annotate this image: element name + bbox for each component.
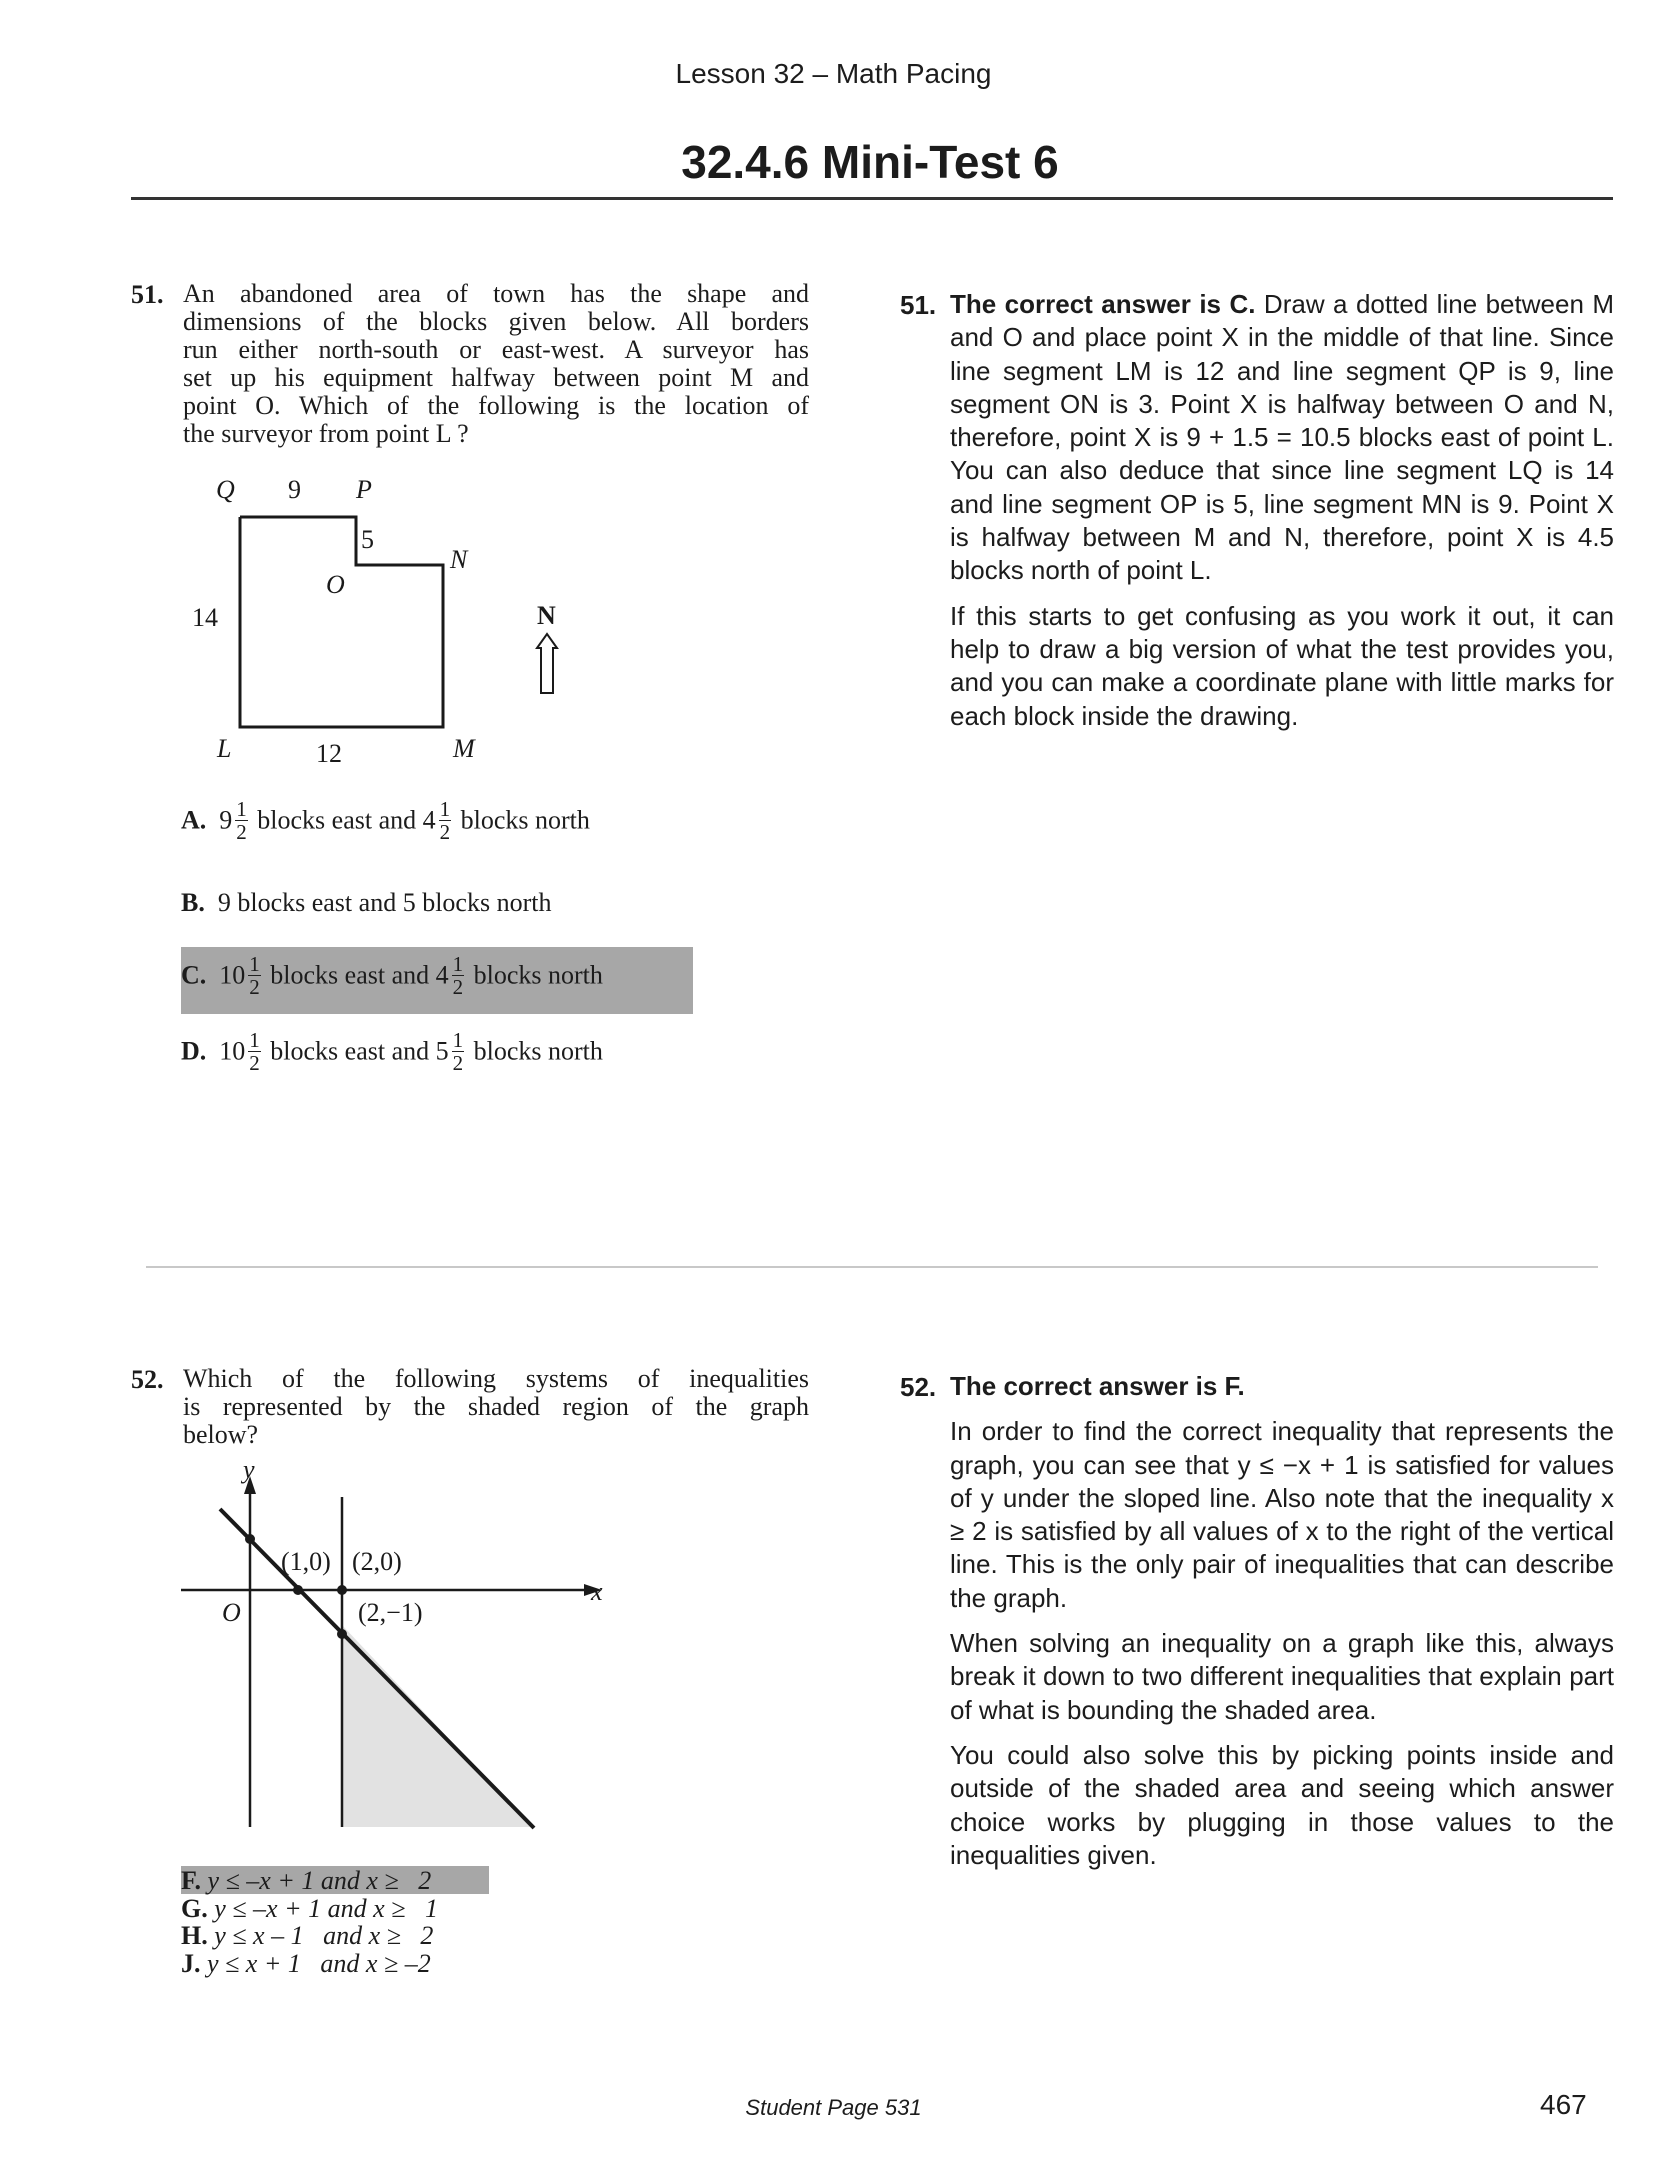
choice-text: 9 blocks east and 5 blocks north	[217, 888, 552, 917]
point-label: (1,0)	[281, 1547, 331, 1576]
fraction	[452, 953, 465, 998]
question-52-line: Which of the following systems of inequalities	[183, 1364, 809, 1393]
answer-52-lead-text: The correct answer is F.	[950, 1371, 1245, 1401]
point-label: (2,0)	[352, 1547, 402, 1576]
question-51-line: point O. Which of the following is the location of	[183, 391, 809, 420]
choice-whole: 10	[219, 960, 246, 990]
north-arrow-icon	[537, 634, 557, 693]
question-52-text	[183, 1365, 809, 1449]
question-51-line: An abandoned area of town has the shape and	[183, 279, 809, 308]
denominator: 2	[452, 1051, 464, 1075]
fraction	[248, 953, 261, 998]
student-page-label: Student Page 531	[745, 2095, 922, 2120]
fraction	[439, 798, 452, 843]
choice-c[interactable]	[181, 952, 603, 1000]
question-51-line: dimensions of the blocks given below. All borders	[183, 307, 809, 336]
answer-52-paragraph: You could also solve this by picking points inside and outside of the shaded area and seeing which answer choice works by plugging in those values to the inequalities given.	[950, 1739, 1614, 1870]
numerator: 1	[236, 797, 247, 821]
length-lq: 14	[192, 603, 218, 632]
question-51-line: set up his equipment halfway between point M and	[183, 363, 809, 392]
y-axis-label: y	[243, 1455, 255, 1484]
numerator: 1	[249, 952, 260, 976]
question-51-line: the surveyor from point L ?	[183, 419, 469, 448]
point-0-1	[245, 1534, 255, 1544]
page-title: 32.4.6 Mini-Test 6	[681, 136, 1059, 188]
choice-text: y ≤ x – 1 and x ≥ 2	[214, 1921, 434, 1950]
numerator: 1	[452, 952, 464, 976]
choice-h[interactable]	[181, 1922, 433, 1950]
denominator: 2	[249, 1051, 260, 1075]
choice-mid: blocks east and 4	[257, 805, 436, 835]
answer-52-lead	[950, 1370, 1614, 1403]
choice-j[interactable]	[181, 1950, 431, 1978]
inequality-graph	[170, 1450, 630, 1840]
choice-text: y ≤ –x + 1 and x ≥ 2	[207, 1866, 432, 1895]
question-52-number: 52.	[131, 1365, 164, 1394]
answer-51-tip: If this starts to get confusing as you work it out, it can help to draw a big version of what the test provides you, and you can make a coordinate plane with little marks for each block inside the drawing.	[950, 600, 1614, 731]
answer-52-number: 52.	[900, 1372, 937, 1402]
answer-51-body: Draw a dotted line between M and O and place point X in the middle of that line. Since line segment LM is 12 and line segment QP is 9, line segment ON is 3. Point X is halfway between O and N, therefore, point X is 9 + 1.5 = 10.5 blocks east of point L. You can also deduce that since line segment LQ is 14 and line segment OP is 5, line segment MN is 9. Point X is halfway between M and N, therefore, point X is 4.5 blocks north of point L.	[950, 289, 1615, 586]
choice-mid: blocks east and 5	[270, 1036, 449, 1066]
blocks-outline	[240, 517, 443, 727]
choice-letter: F.	[181, 1866, 201, 1895]
label-o: O	[326, 570, 345, 599]
choice-text: y ≤ –x + 1 and x ≥ 1	[214, 1894, 438, 1923]
denominator: 2	[249, 975, 260, 999]
choice-d[interactable]	[181, 1028, 603, 1076]
question-52-line: below?	[183, 1420, 259, 1449]
numerator: 1	[249, 1028, 260, 1052]
choice-f[interactable]	[181, 1867, 431, 1895]
origin-label: O	[222, 1598, 241, 1627]
choice-b[interactable]	[181, 888, 551, 918]
numerator: 1	[439, 797, 451, 821]
point-2-neg1	[337, 1629, 347, 1639]
point-2-0	[337, 1585, 347, 1595]
length-po: 5	[361, 525, 374, 554]
label-n: N	[450, 545, 468, 574]
choice-letter: B.	[181, 888, 205, 917]
choice-letter: D.	[181, 1036, 207, 1066]
answer-52-paragraph: In order to find the correct inequality that represents the graph, you can see that y ≤ −x + 1 is satisfied for values of y under the sloped line. Also note that the inequality x ≥ 2 is satisfied by all values of x to the right of the vertical line. This is the only pair of inequalities that can describe the graph.	[950, 1416, 1614, 1613]
choice-letter: J.	[181, 1949, 201, 1978]
length-qp: 9	[288, 475, 301, 504]
choice-end: blocks north	[473, 960, 603, 990]
length-lm: 12	[316, 739, 342, 768]
fraction	[452, 1029, 465, 1074]
answer-51-paragraph	[950, 288, 1614, 588]
answer-52-paragraph: When solving an inequality on a graph like this, always break it down to two different inequalities that explain part of what is bounding the shaded area.	[950, 1628, 1614, 1725]
title-divider	[131, 197, 1613, 200]
x-axis-label: x	[591, 1577, 603, 1606]
compass-north-label: N	[537, 601, 556, 630]
fraction	[235, 798, 248, 843]
choice-letter: G.	[181, 1894, 208, 1923]
numerator: 1	[452, 1028, 464, 1052]
lesson-header: Lesson 32 – Math Pacing	[675, 58, 992, 89]
section-divider	[146, 1266, 1598, 1268]
choice-end: blocks north	[460, 805, 590, 835]
choice-letter: A.	[181, 805, 207, 835]
question-51-text	[183, 280, 809, 448]
label-p: P	[356, 475, 372, 504]
answer-52-explanation	[950, 1370, 1614, 1884]
question-51-line: run either north-south or east-west. A surveyor has	[183, 335, 809, 364]
answer-51-explanation	[950, 288, 1614, 745]
choice-whole: 10	[219, 1036, 246, 1066]
question-51-number: 51.	[131, 280, 164, 309]
label-l: L	[217, 734, 232, 763]
denominator: 2	[236, 820, 247, 844]
question-52-line: is represented by the shaded region of the graph	[183, 1392, 809, 1421]
fraction	[248, 1029, 261, 1074]
page-number: 467	[1540, 2089, 1587, 2120]
choice-end: blocks north	[473, 1036, 603, 1066]
choice-text: y ≤ x + 1 and x ≥ –2	[207, 1949, 431, 1978]
label-q: Q	[216, 475, 235, 504]
town-blocks-figure	[180, 460, 600, 790]
denominator: 2	[439, 820, 451, 844]
choice-a[interactable]	[181, 797, 590, 845]
answer-51-number: 51.	[900, 290, 937, 320]
answer-51-lead: The correct answer is C.	[950, 289, 1256, 319]
choice-letter: H.	[181, 1921, 208, 1950]
label-m: M	[453, 734, 475, 763]
choice-whole: 9	[219, 805, 233, 835]
choice-letter: C.	[181, 960, 207, 990]
denominator: 2	[452, 975, 464, 999]
point-1-0	[293, 1585, 303, 1595]
choice-g[interactable]	[181, 1895, 438, 1923]
point-label: (2,−1)	[358, 1598, 423, 1627]
choice-mid: blocks east and 4	[270, 960, 449, 990]
